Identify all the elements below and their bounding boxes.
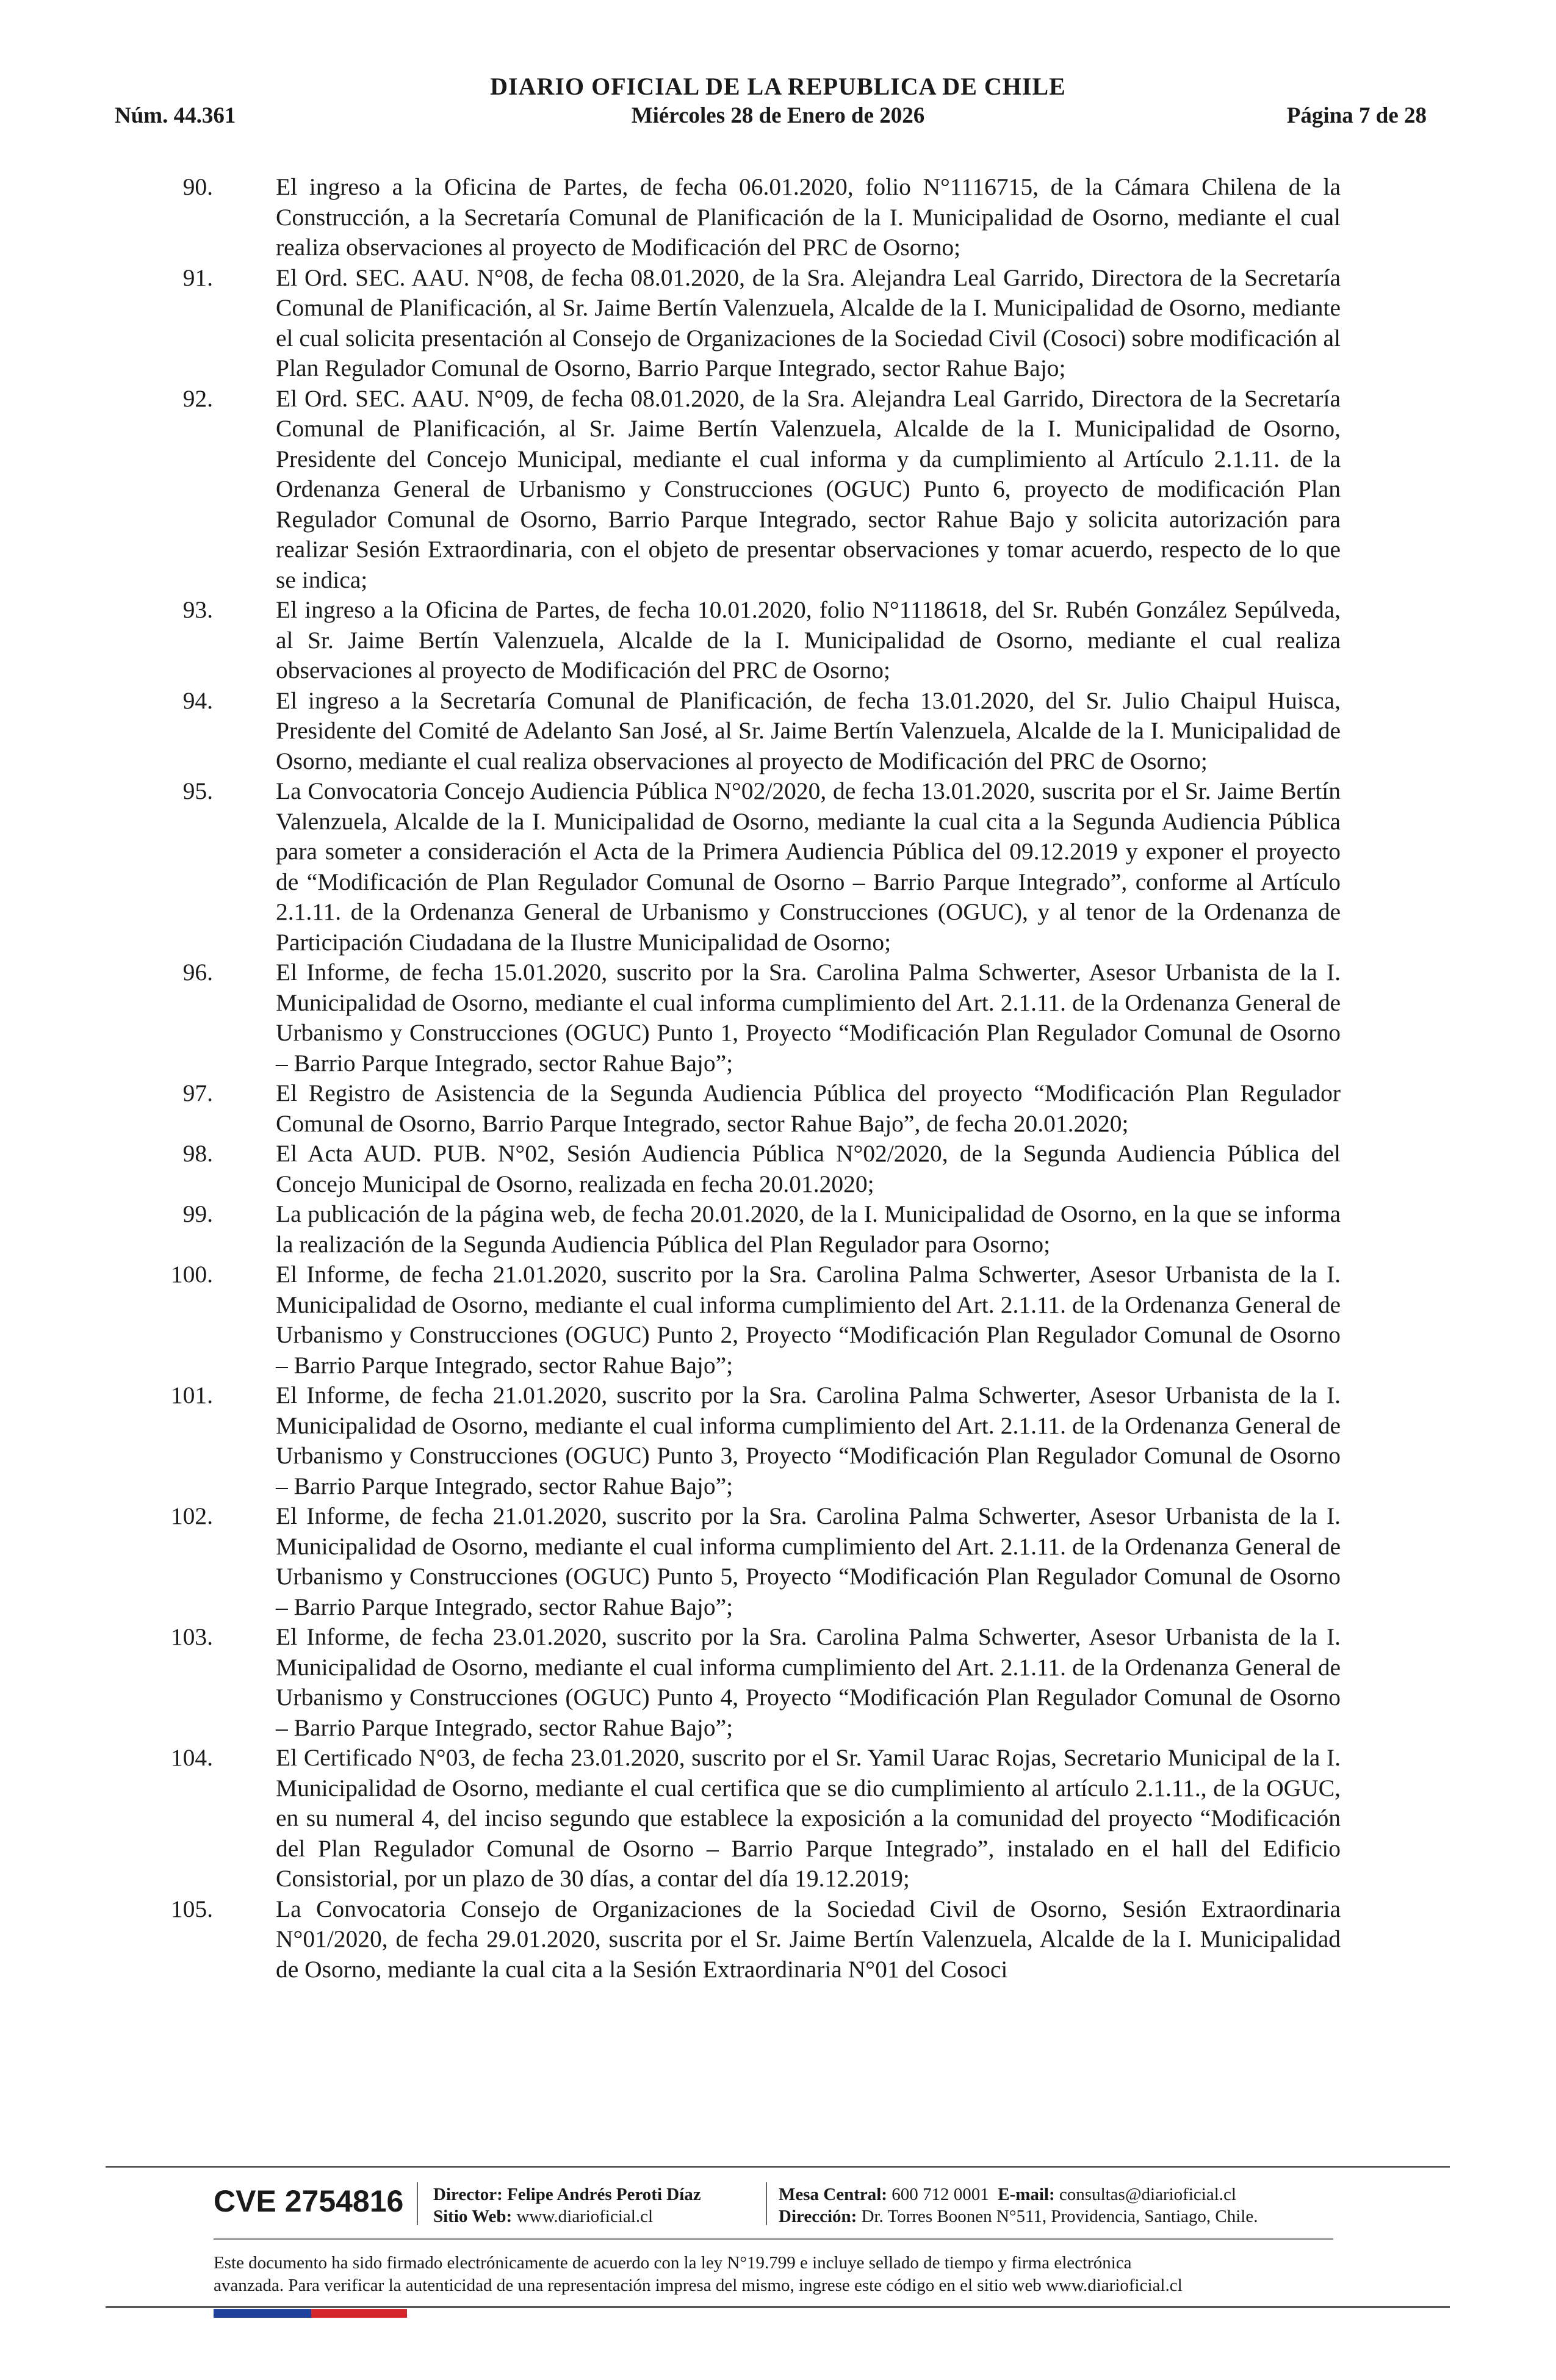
item-number-text: 99. <box>182 1200 213 1227</box>
contact-block <box>779 2183 1258 2227</box>
item-text: El Ord. SEC. AAU. N°08, de fecha 08.01.2020, de la Sra. Alejandra Leal Garrido, Directora de la Secretaría Comunal de Planificación, al Sr. Jaime Bertín Valenzuela, Alcalde de la I. Municipalidad de Osorno, mediante el cual solicita presentación al Consejo de Organizaciones de la Sociedad Civil (Cosoci) sobre modificación al Plan Regulador Comunal de Osorno, Barrio Parque Integrado, sector Rahue Bajo; <box>276 264 1341 381</box>
page-number: Página 7 de 28 <box>1286 103 1427 128</box>
legal-line: avanzada. Para verificar la autenticidad de una representación impresa del mismo, ingrese este código en el sitio web www.diarioficial.cl <box>214 2276 1183 2295</box>
item-number-text: 96. <box>182 959 213 986</box>
list-item <box>0 1380 1556 1501</box>
item-number-text: 91. <box>182 264 213 291</box>
list-item <box>0 263 1556 384</box>
list-item <box>0 1139 1556 1199</box>
director-block <box>433 2183 701 2227</box>
item-text: La publicación de la página web, de fecha 20.01.2020, de la I. Municipalidad de Osorno, en la que se informa la realización de la Segunda Audiencia Pública del Plan Regulador para Osorno; <box>276 1200 1341 1258</box>
item-number-text: 100. <box>170 1261 213 1288</box>
item-number-text: 93. <box>182 596 213 623</box>
mesa-phone: 600 712 0001 <box>891 2185 989 2204</box>
item-number-text: 90. <box>182 173 213 200</box>
legal-line: Este documento ha sido firmado electrónicamente de acuerdo con la ley N°19.799 e incluye sellado de tiempo y firma electrónica <box>214 2253 1132 2273</box>
web-label: Sitio Web: <box>433 2207 513 2226</box>
issue-date: Miércoles 28 de Enero de 2026 <box>631 103 925 128</box>
item-number-text: 104. <box>170 1744 213 1771</box>
item-text: El Registro de Asistencia de la Segunda Audiencia Pública del proyecto “Modificación Plan Regulador Comunal de Osorno, Barrio Parque Integrado, sector Rahue Bajo”, de fecha 20.01.2020; <box>276 1080 1341 1137</box>
item-number-text: 98. <box>182 1140 213 1167</box>
footer-separator <box>766 2182 767 2225</box>
list-item <box>0 172 1556 263</box>
director-name: Felipe Andrés Peroti Díaz <box>507 2185 701 2204</box>
email-link[interactable]: consultas@diarioficial.cl <box>1059 2185 1236 2204</box>
item-number-text: 92. <box>182 384 213 412</box>
item-number-text: 102. <box>170 1502 213 1529</box>
item-text: El ingreso a la Oficina de Partes, de fecha 06.01.2020, folio N°1116715, de la Cámara Chilena de la Construcción, a la Secretaría Comunal de Planificación de la I. Municipalidad de Osorno, mediante el cual realiza observaciones al proyecto de Modificación del PRC de Osorno; <box>276 173 1341 261</box>
cve-code: CVE 2754816 <box>214 2184 404 2218</box>
mesa-label: Mesa Central: <box>779 2185 887 2204</box>
item-number-text: 101. <box>170 1382 213 1408</box>
list-item <box>0 776 1556 957</box>
issue-number: Núm. 44.361 <box>115 103 236 128</box>
address-value: Dr. Torres Boonen N°511, Providencia, Santiago, Chile. <box>861 2207 1258 2226</box>
list-item <box>0 1078 1556 1139</box>
item-text: El Certificado N°03, de fecha 23.01.2020, suscrito por el Sr. Yamil Uarac Rojas, Secretario Municipal de la I. Municipalidad de Osorno, mediante el cual certifica que se dio cumplimiento al artículo 2.1.11., de la OGUC, en su numeral 4, del inciso segundo que establece la exposición a la comunidad del proyecto “Modificación del Plan Regulador Comunal de Osorno – Barrio Parque Integrado”, instalado en el hall del Edificio Consistorial, por un plazo de 30 días, a contar del día 19.12.2019; <box>276 1744 1341 1892</box>
list-item <box>0 1743 1556 1894</box>
item-text: El ingreso a la Oficina de Partes, de fecha 10.01.2020, folio N°1118618, del Sr. Rubén González Sepúlveda, al Sr. Jaime Bertín Valenzuela, Alcalde de la I. Municipalidad de Osorno, mediante el cual realiza observaciones al proyecto de Modificación del PRC de Osorno; <box>276 596 1341 683</box>
flag-stripe-red <box>311 2309 407 2318</box>
item-number-text: 95. <box>182 777 213 804</box>
director-label: Director: <box>433 2185 503 2204</box>
flag-stripe-blue <box>214 2309 311 2318</box>
item-text: El Informe, de fecha 15.01.2020, suscrito por la Sra. Carolina Palma Schwerter, Asesor Urbanista de la I. Municipalidad de Osorno, mediante el cual informa cumplimiento del Art. 2.1.11. de la Ordenanza General de Urbanismo y Construcciones (OGUC) Punto 1, Proyecto “Modificación Plan Regulador Comunal de Osorno – Barrio Parque Integrado, sector Rahue Bajo”; <box>276 959 1341 1076</box>
item-text: El Informe, de fecha 21.01.2020, suscrito por la Sra. Carolina Palma Schwerter, Asesor Urbanista de la I. Municipalidad de Osorno, mediante el cual informa cumplimiento del Art. 2.1.11. de la Ordenanza General de Urbanismo y Construcciones (OGUC) Punto 3, Proyecto “Modificación Plan Regulador Comunal de Osorno – Barrio Parque Integrado, sector Rahue Bajo”; <box>276 1382 1341 1499</box>
footer-top-divider <box>106 2166 1450 2168</box>
list-item <box>0 686 1556 777</box>
item-text: El ingreso a la Secretaría Comunal de Planificación, de fecha 13.01.2020, del Sr. Julio Chaipul Huisca, Presidente del Comité de Adelanto San José, al Sr. Jaime Bertín Valenzuela, Alcalde de la I. Municipalidad de Osorno, mediante el cual realiza observaciones al proyecto de Modificación del PRC de Osorno; <box>276 687 1341 774</box>
item-text: La Convocatoria Concejo Audiencia Pública N°02/2020, de fecha 13.01.2020, suscrita por el Sr. Jaime Bertín Valenzuela, Alcalde de la I. Municipalidad de Osorno, mediante la cual cita a la Segunda Audiencia Pública para someter a consideración el Acta de la Primera Audiencia Pública del 09.12.2019 y exponer el proyecto de “Modificación de Plan Regulador Comunal de Osorno – Barrio Parque Integrado”, conforme al Artículo 2.1.11. de la Ordenanza General de Urbanismo y Construcciones (OGUC), y al tenor de la Ordenanza de Participación Ciudadana de la Ilustre Municipalidad de Osorno; <box>276 777 1341 956</box>
page-header <box>0 0 1556 146</box>
numbered-list <box>0 172 1556 1985</box>
list-item <box>0 595 1556 686</box>
email-label: E-mail: <box>998 2185 1055 2204</box>
footer-mid-divider <box>214 2238 1333 2240</box>
item-number-text: 97. <box>182 1080 213 1106</box>
item-text: El Informe, de fecha 23.01.2020, suscrito por la Sra. Carolina Palma Schwerter, Asesor Urbanista de la I. Municipalidad de Osorno, mediante el cual informa cumplimiento del Art. 2.1.11. de la Ordenanza General de Urbanismo y Construcciones (OGUC) Punto 4, Proyecto “Modificación Plan Regulador Comunal de Osorno – Barrio Parque Integrado, sector Rahue Bajo”; <box>276 1623 1341 1741</box>
item-text: El Ord. SEC. AAU. N°09, de fecha 08.01.2020, de la Sra. Alejandra Leal Garrido, Directora de la Secretaría Comunal de Planificación, al Sr. Jaime Bertín Valenzuela, Alcalde de la I. Municipalidad de Osorno, Presidente del Concejo Municipal, mediante el cual informa y da cumplimiento al Artículo 2.1.11. de la Ordenanza General de Urbanismo y Construcciones (OGUC) Punto 6, proyecto de modificación Plan Regulador Comunal de Osorno, Barrio Parque Integrado, sector Rahue Bajo y solicita autorización para realizar Sesión Extraordinaria, con el objeto de presentar observaciones y tomar acuerdo, respecto de lo que se indica; <box>276 384 1341 593</box>
publication-title: DIARIO OFICIAL DE LA REPUBLICA DE CHILE <box>490 73 1066 100</box>
address-label: Dirección: <box>779 2207 857 2226</box>
item-number-text: 94. <box>182 687 213 714</box>
footer-separator <box>417 2182 418 2225</box>
web-link[interactable]: www.diarioficial.cl <box>516 2207 654 2226</box>
legal-notice <box>214 2252 1336 2297</box>
item-text: El Informe, de fecha 21.01.2020, suscrito por la Sra. Carolina Palma Schwerter, Asesor Urbanista de la I. Municipalidad de Osorno, mediante el cual informa cumplimiento del Art. 2.1.11. de la Ordenanza General de Urbanismo y Construcciones (OGUC) Punto 5, Proyecto “Modificación Plan Regulador Comunal de Osorno – Barrio Parque Integrado, sector Rahue Bajo”; <box>276 1502 1341 1620</box>
item-text: El Acta AUD. PUB. N°02, Sesión Audiencia Pública N°02/2020, de la Segunda Audiencia Pública del Concejo Municipal de Osorno, realizada en fecha 20.01.2020; <box>276 1140 1341 1197</box>
list-item <box>0 1501 1556 1622</box>
list-item <box>0 384 1556 596</box>
item-number-text: 103. <box>170 1623 213 1650</box>
list-item <box>0 957 1556 1078</box>
item-text: El Informe, de fecha 21.01.2020, suscrito por la Sra. Carolina Palma Schwerter, Asesor Urbanista de la I. Municipalidad de Osorno, mediante el cual informa cumplimiento del Art. 2.1.11. de la Ordenanza General de Urbanismo y Construcciones (OGUC) Punto 2, Proyecto “Modificación Plan Regulador Comunal de Osorno – Barrio Parque Integrado, sector Rahue Bajo”; <box>276 1261 1341 1379</box>
list-item <box>0 1622 1556 1743</box>
list-item <box>0 1260 1556 1380</box>
footer-bottom-divider <box>106 2306 1450 2308</box>
list-item <box>0 1199 1556 1260</box>
item-number-text: 105. <box>170 1895 213 1922</box>
item-text: La Convocatoria Consejo de Organizaciones de la Sociedad Civil de Osorno, Sesión Extraordinaria N°01/2020, de fecha 29.01.2020, suscrita por el Sr. Jaime Bertín Valenzuela, Alcalde de la I. Municipalidad de Osorno, mediante la cual cita a la Sesión Extraordinaria N°01 del Cosoci <box>276 1895 1341 1983</box>
list-item <box>0 1894 1556 1985</box>
